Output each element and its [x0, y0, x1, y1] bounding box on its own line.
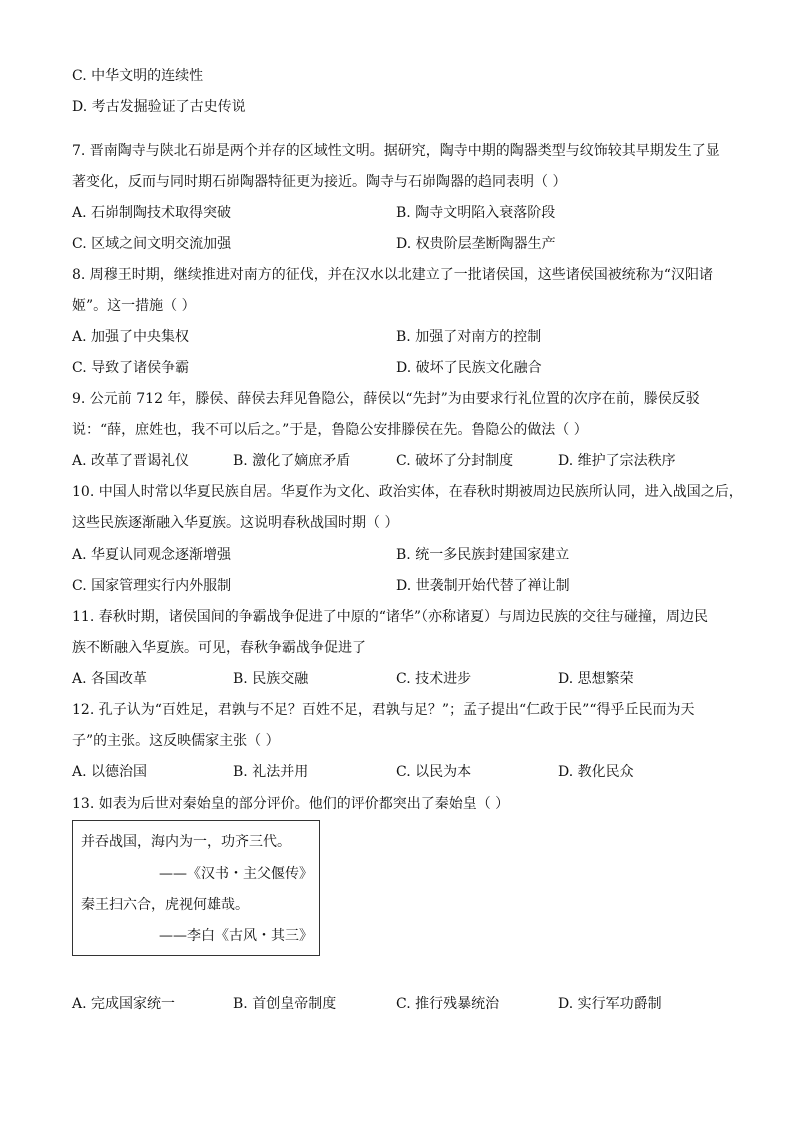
q8-stem-line-2: 姬”。这一措施（ ）	[72, 298, 196, 314]
q6-option-c: C. 中华文明的连续性	[72, 68, 204, 84]
q12-options-row	[72, 762, 722, 782]
q10-option-c: C. 国家管理实行内外服制	[72, 578, 232, 594]
q13-option-d: D. 实行军功爵制	[558, 996, 662, 1012]
q7-options-row-2	[72, 234, 722, 254]
q12-option-a: A. 以德治国	[72, 764, 148, 780]
q11-options-row	[72, 669, 722, 689]
q6-option-d: D. 考古发掘验证了古史传说	[72, 99, 246, 115]
q12-option-c: C. 以民为本	[396, 764, 472, 780]
q10-stem-line-2: 这些民族逐渐融入华夏族。这说明春秋战国时期（ ）	[72, 515, 399, 531]
q8-options-row-2	[72, 358, 722, 378]
q10-stem-line-1: 10. 中国人时常以华夏民族自居。华夏作为文化、政治实体，在春秋时期被周边民族所认同，进入战国之后，	[72, 484, 743, 500]
q9-option-d: D. 维护了宗法秩序	[558, 453, 676, 469]
q8-option-b: B. 加强了对南方的控制	[396, 329, 542, 345]
q8-stem-line-1: 8. 周穆王时期，继续推进对南方的征伐，并在汉水以北建立了一批诸侯国，这些诸侯国被统称为“汉阳诸	[72, 267, 713, 283]
q12-option-b: B. 礼法并用	[233, 764, 309, 780]
q8-options-row-1	[72, 327, 722, 347]
q7-option-d: D. 权贵阶层垄断陶器生产	[396, 236, 556, 252]
q13-option-c: C. 推行残暴统治	[396, 996, 500, 1012]
q13-option-b: B. 首创皇帝制度	[233, 996, 337, 1012]
q10-options-row-1	[72, 545, 722, 565]
q13-source-2: ——李白《古风・其三》	[159, 928, 313, 944]
q13-source-1: ——《汉书・主父偃传》	[159, 866, 313, 882]
q12-stem-line-1: 12. 孔子认为“百姓足，君孰与不足？百姓不足，君孰与足？”；孟子提出“仁政于民”“得乎丘民而为天	[72, 702, 695, 718]
q13-option-a: A. 完成国家统一	[72, 996, 176, 1012]
q7-options-row-1	[72, 203, 722, 223]
q8-option-c: C. 导致了诸侯争霸	[72, 360, 190, 376]
q11-stem-line-2: 族不断融入华夏族。可见，春秋争霸战争促进了	[72, 640, 366, 656]
q11-option-b: B. 民族交融	[233, 671, 309, 687]
q9-option-b: B. 激化了嫡庶矛盾	[233, 453, 351, 469]
q13-quote-1: 并吞战国，海内为一，功齐三代。	[81, 834, 291, 850]
q9-stem-line-1: 9. 公元前 712 年，滕侯、薛侯去拜见鲁隐公，薛侯以“先封”为由要求行礼位置的次序在前，滕侯反驳	[72, 391, 700, 407]
q9-option-c: C. 破坏了分封制度	[396, 453, 514, 469]
q9-stem-line-2: 说：“薛，庶姓也，我不可以后之。”于是，鲁隐公安排滕侯在先。鲁隐公的做法（ ）	[72, 422, 588, 438]
q9-option-a: A. 改革了晋谒礼仪	[72, 453, 190, 469]
q10-option-b: B. 统一多民族封建国家建立	[396, 547, 570, 563]
q12-option-d: D. 教化民众	[558, 764, 634, 780]
q7-option-a: A. 石峁制陶技术取得突破	[72, 205, 232, 221]
q13-options-row	[72, 994, 722, 1014]
q7-option-c: C. 区域之间文明交流加强	[72, 236, 232, 252]
q7-stem-line-1: 7. 晋南陶寺与陕北石峁是两个并存的区域性文明。据研究，陶寺中期的陶器类型与纹饰较其早期发生了显	[72, 143, 720, 159]
q11-option-a: A. 各国改革	[72, 671, 148, 687]
q13-stem-line-1: 13. 如表为后世对秦始皇的部分评价。他们的评价都突出了秦始皇（ ）	[72, 796, 510, 812]
q11-option-c: C. 技术进步	[396, 671, 472, 687]
q11-option-d: D. 思想繁荣	[558, 671, 634, 687]
q10-options-row-2	[72, 576, 722, 596]
q8-option-a: A. 加强了中央集权	[72, 329, 190, 345]
q10-option-d: D. 世袭制开始代替了禅让制	[396, 578, 570, 594]
q9-options-row	[72, 451, 722, 471]
q7-option-b: B. 陶寺文明陷入衰落阶段	[396, 205, 556, 221]
q8-option-d: D. 破坏了民族文化融合	[396, 360, 542, 376]
q13-quote-2: 秦王扫六合，虎视何雄哉。	[81, 897, 249, 913]
q12-stem-line-2: 子”的主张。这反映儒家主张（ ）	[72, 733, 280, 749]
q7-stem-line-2: 著变化，反而与同时期石峁陶器特征更为接近。陶寺与石峁陶器的趋同表明（ ）	[72, 174, 567, 190]
q11-stem-line-1: 11. 春秋时期，诸侯国间的争霸战争促进了中原的“诸华”（亦称诸夏）与周边民族的交往与碰撞，周边民	[72, 609, 709, 625]
q10-option-a: A. 华夏认同观念逐渐增强	[72, 547, 232, 563]
q13-quote-table	[72, 820, 320, 956]
